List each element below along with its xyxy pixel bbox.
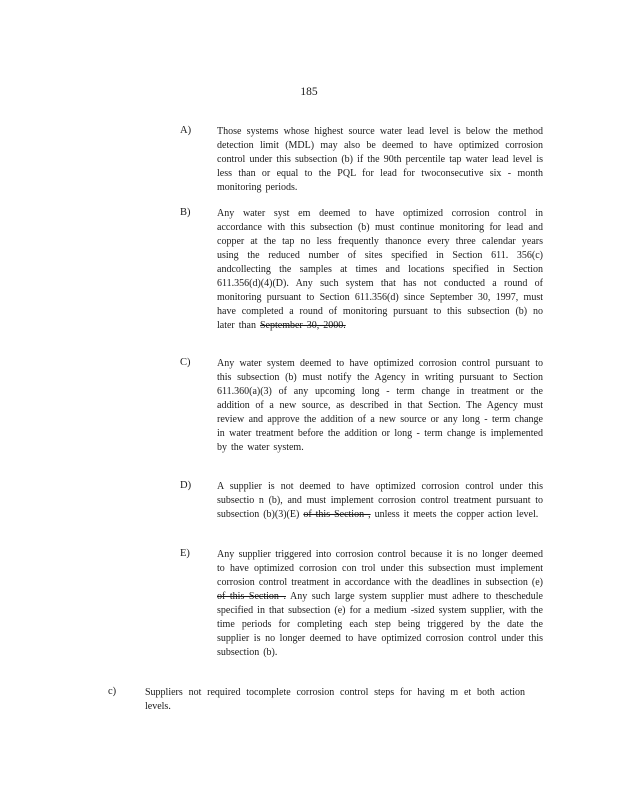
struck-text: September 30, 2000. (259, 320, 346, 331)
item-text (217, 480, 543, 522)
page-number: 185 (300, 86, 318, 98)
item-text-before: A supplier is not deemed to have optimized corrosion control under this subsectio n (b), and must implement corrosion control treatment pursuant to subsection (b)(3)(E) (217, 481, 543, 520)
item-label: A) (180, 125, 192, 136)
subsection-text: Suppliers not required tocomplete corrosion control steps for having m et both action levels. (145, 687, 525, 712)
item-text-before: Any supplier triggered into corrosion control because it is no longer deemed to have optimized corrosion con trol under this subsection must implement corrosion control treatment in accordance with the deadlines in subsection (e) (217, 549, 543, 588)
item-text (217, 125, 543, 195)
item-text-body: Those systems whose highest source water lead level is below the method detection limit (MDL) may also be deemed to have optimized corrosion control under this subsection (b) if the 90th percentile tap water lead level is less than or equal to the PQL for lead for twoconsecutive six - month monitoring periods. (217, 126, 543, 193)
item-text (217, 357, 543, 455)
item-text (217, 207, 543, 333)
item-text-after: Any such large system supplier must adhere to theschedule specified in that subsection (e) for a medium -sized system supplier, with the time periods for completing each step being triggered by the date the supplier is no longer deemed to have optimized corrosion control under this subsection (b). (217, 591, 543, 658)
item-text-body: Any water syst em deemed to have optimized corrosion control in accordance with this subsection (b) must continue monitoring for lead and copper at the tap no less frequently thanonce every three calendar years using the reduced number of sites specified in Section 611. 356(c) andcollecting the samples at times and locations specified in Section 611.356(d)(4)(D). Any such system that has not conducted a round of monitoring pursuant to Section 611.356(d) since September 30, 1997, must have completed a round of monitoring pursuant to this subsection (b) no later than (217, 208, 543, 331)
item-text-after: unless it meets the copper action level. (374, 509, 539, 520)
item-label: C) (180, 357, 191, 368)
struck-text: of this Section . (217, 591, 286, 602)
subsection-label: c) (108, 686, 117, 697)
item-label: D) (180, 480, 192, 491)
item-text-body: Any water system deemed to have optimized corrosion control pursuant to this subsection (b) must notify the Agency in writing pursuant to Section 611.360(a)(3) of any upcoming long - term change in treatment or the addition of a new source, as described in that Section. The Agency must review and approve the addition of a new source or any long - term change in water treatment before the addition or long - term change is implemented by the water system. (217, 358, 543, 453)
item-text (217, 548, 543, 660)
struck-text: of this Section , (303, 509, 371, 520)
item-label: E) (180, 548, 190, 559)
item-label: B) (180, 207, 191, 218)
